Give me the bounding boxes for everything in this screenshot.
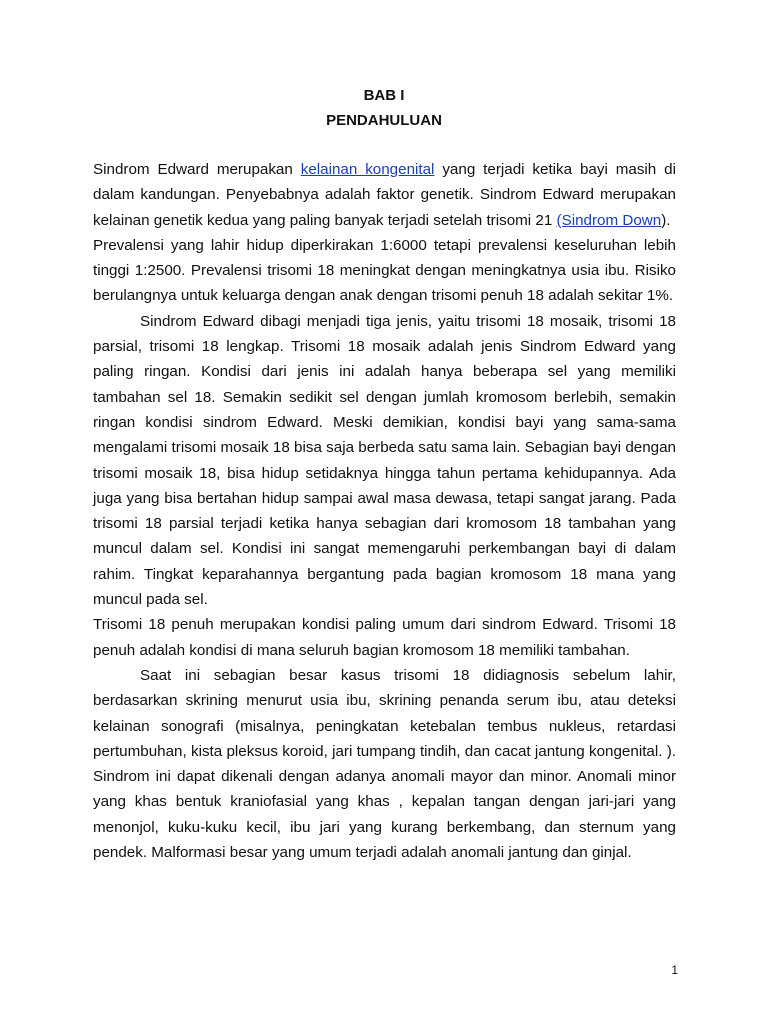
- link-sindrom-down[interactable]: (Sindrom Down: [556, 211, 662, 229]
- chapter-label: BAB I: [363, 87, 405, 104]
- paragraph-5: Saat ini sebagian besar kasus trisomi 18 didiagnosis sebelum lahir, berdasarkan skrining menurut usia ibu, skrining penanda serum ibu, atau deteksi kelainan sonografi (misalnya, peningkatan ketebalan tembus nukleus, retardasi pertumbuhan, kista pleksus koroid, jari tumpang tindih, dan cacat jantung kongenital. ). Sindrom ini dapat dikenali dengan adanya anomali mayor dan minor. Anomali minor yang khas bentuk kraniofasial yang khas , kepalan tangan dengan jari-jari yang menonjol, kuku-kuku kecil, ibu jari yang kurang berkembang, dan sternum yang pendek. Malformasi besar yang umum terjadi adalah anomali jantung dan ginjal.: [93, 666, 676, 862]
- paragraph-4: Trisomi 18 penuh merupakan kondisi paling umum dari sindrom Edward. Trisomi 18 penuh adalah kondisi di mana seluruh bagian kromosom 18 memiliki tambahan.: [93, 616, 676, 659]
- paragraph-1-text-start: Sindrom Edward merupakan: [93, 161, 301, 178]
- document-body: [93, 157, 676, 865]
- paragraph-3: Sindrom Edward dibagi menjadi tiga jenis, yaitu trisomi 18 mosaik, trisomi 18 parsial, trisomi 18 lengkap. Trisomi 18 mosaik adalah jenis Sindrom Edward yang paling ringan. Kondisi dari jenis ini adalah hanya beberapa sel yang memiliki tambahan sel 18. Semakin sedikit sel dengan jumlah kromosom berlebih, semakin ringan kondisi sindrom Edward. Meski demikian, kondisi bayi yang sama-sama mengalami trisomi mosaik 18 bisa saja berbeda satu sama lain. Sebagian bayi dengan trisomi mosaik 18, bisa hidup setidaknya hingga tahun pertama kehidupannya. Ada juga yang bisa bertahan hidup sampai awal masa dewasa, tetapi sangat jarang. Pada trisomi 18 parsial terjadi ketika hanya sebagian dari kromosom 18 tambahan yang muncul dalam sel. Kondisi ini sangat memengaruhi perkembangan bayi di dalam rahim. Tingkat keparahannya bergantung pada bagian kromosom 18 mana yang muncul pada sel.: [93, 312, 676, 609]
- link-kelainan-kongenital[interactable]: kelainan kongenital: [300, 161, 435, 178]
- paragraph-1: [93, 157, 676, 233]
- paragraph-1-text-end: ).: [661, 211, 671, 229]
- page-number: 1: [671, 963, 678, 977]
- chapter-title: PENDAHULUAN: [326, 112, 442, 129]
- paragraph-2: Prevalensi yang lahir hidup diperkirakan 1:6000 tetapi prevalensi keseluruhan lebih tinggi 1:2500. Prevalensi trisomi 18 meningkat dengan meningkatnya usia ibu. Risiko berulangnya untuk keluarga dengan anak dengan trisomi penuh 18 adalah sekitar 1%.: [93, 236, 676, 305]
- paragraph-1-text-middle: yang terjadi ketika bayi masih di dalam kandungan. Penyebabnya adalah faktor genetik. Sindrom Edward merupakan kelainan genetik kedua yang paling banyak terjadi setelah trisomi 21: [93, 161, 676, 229]
